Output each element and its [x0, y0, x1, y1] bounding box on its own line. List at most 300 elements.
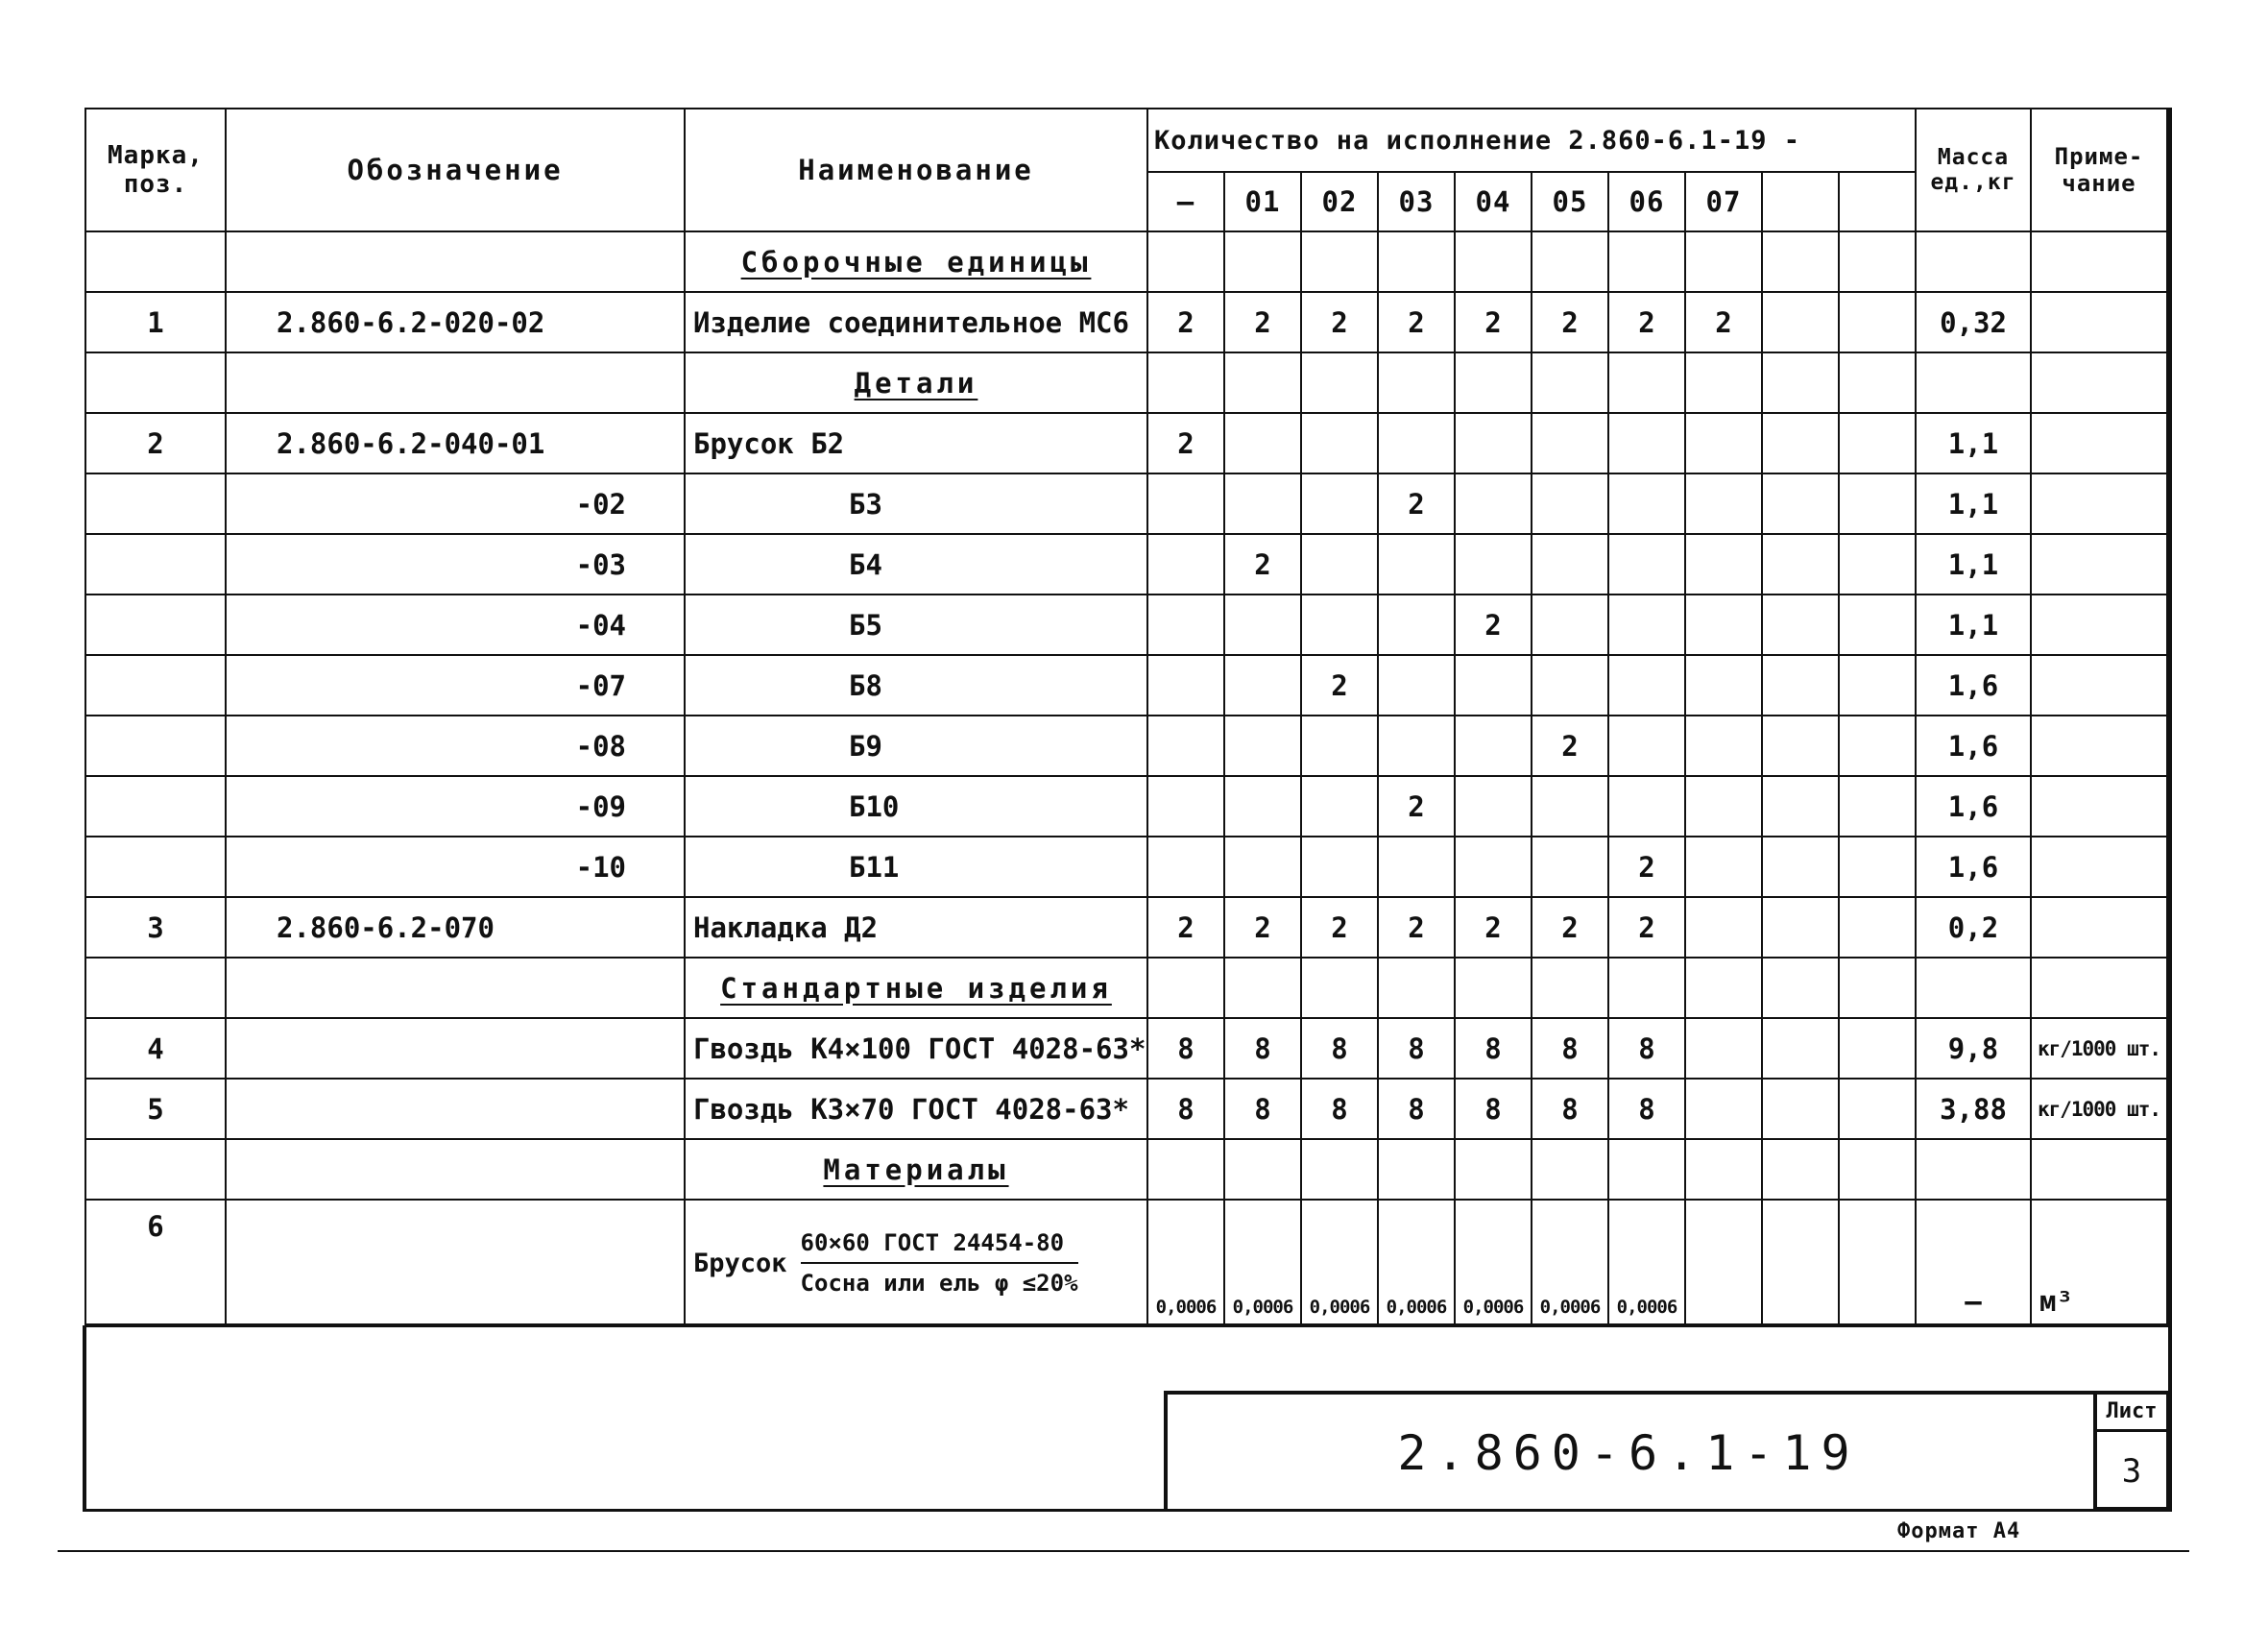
empty-cell — [1608, 1139, 1685, 1200]
empty-cell — [1916, 1139, 2031, 1200]
empty-cell — [1608, 231, 1685, 292]
quantity-cell: 2 — [1301, 897, 1378, 958]
quantity-cell: 8 — [1147, 1079, 1224, 1139]
mass-cell: 1,1 — [1916, 473, 2031, 534]
quantity-cell: 2 — [1455, 897, 1532, 958]
quantity-cell: 8 — [1224, 1018, 1301, 1079]
empty-cell — [1147, 958, 1224, 1018]
quantity-cell — [1685, 595, 1762, 655]
quantity-cell: 0,0006 — [1301, 1200, 1378, 1326]
quantity-cell — [1685, 473, 1762, 534]
quantity-cell — [1762, 292, 1839, 352]
quantity-cell: 2 — [1224, 534, 1301, 595]
pos-cell: 2 — [85, 413, 226, 473]
empty-cell — [1839, 958, 1916, 1018]
note-cell — [2031, 473, 2167, 534]
table-row — [85, 897, 2167, 958]
section-title-cell — [685, 958, 1147, 1018]
quantity-cell — [1608, 473, 1685, 534]
code-cell — [226, 1079, 685, 1139]
quantity-cell — [1224, 595, 1301, 655]
variant-header-3: 02 — [1301, 172, 1378, 231]
frame-left-line — [83, 1325, 86, 1512]
quantity-cell: 2 — [1147, 897, 1224, 958]
quantity-cell — [1762, 837, 1839, 897]
quantity-cell: 2 — [1532, 716, 1608, 776]
empty-cell — [2031, 958, 2167, 1018]
quantity-cell — [1839, 413, 1916, 473]
section-title: Материалы — [823, 1153, 1009, 1186]
name-cell: Гвоздь К4×100 ГОСТ 4028-63* — [685, 1018, 1147, 1079]
header-naimenovanie: Наименование — [685, 109, 1147, 231]
quantity-cell — [1608, 413, 1685, 473]
quantity-cell — [1378, 716, 1455, 776]
name-cell: Б3 — [685, 473, 1147, 534]
quantity-cell — [1762, 776, 1839, 837]
quantity-cell — [1685, 534, 1762, 595]
pos-cell — [85, 1139, 226, 1200]
quantity-cell — [1685, 655, 1762, 716]
quantity-cell — [1301, 534, 1378, 595]
empty-cell — [2031, 1139, 2167, 1200]
code-cell: -04 — [226, 595, 685, 655]
quantity-cell: 2 — [1147, 413, 1224, 473]
code-cell: -10 — [226, 837, 685, 897]
mass-cell: — — [1916, 1200, 2031, 1326]
note-cell: м³ — [2031, 1200, 2167, 1326]
quantity-cell — [1762, 897, 1839, 958]
empty-cell — [2031, 231, 2167, 292]
pos-cell — [85, 655, 226, 716]
quantity-cell — [1301, 473, 1378, 534]
empty-cell — [1147, 352, 1224, 413]
empty-cell — [1685, 231, 1762, 292]
quantity-cell — [1839, 292, 1916, 352]
code-cell — [226, 352, 685, 413]
quantity-cell — [1455, 534, 1532, 595]
quantity-cell — [1685, 1079, 1762, 1139]
empty-cell — [1378, 1139, 1455, 1200]
name-cell: Б10 — [685, 776, 1147, 837]
empty-cell — [1301, 352, 1378, 413]
code-cell: 2.860-6.2-040-01 — [226, 413, 685, 473]
quantity-cell: 8 — [1301, 1018, 1378, 1079]
note-cell: кг/1000 шт. — [2031, 1018, 2167, 1079]
quantity-cell: 0,0006 — [1147, 1200, 1224, 1326]
quantity-cell: 0,0006 — [1608, 1200, 1685, 1326]
quantity-cell — [1532, 595, 1608, 655]
note-cell: кг/1000 шт. — [2031, 1079, 2167, 1139]
quantity-cell — [1839, 595, 1916, 655]
quantity-cell — [1224, 413, 1301, 473]
mass-cell: 1,6 — [1916, 655, 2031, 716]
code-cell: -08 — [226, 716, 685, 776]
quantity-cell: 2 — [1608, 837, 1685, 897]
empty-cell — [1685, 352, 1762, 413]
empty-cell — [1147, 1139, 1224, 1200]
empty-cell — [1301, 1139, 1378, 1200]
quantity-cell — [1608, 534, 1685, 595]
mass-cell: 1,6 — [1916, 837, 2031, 897]
mass-cell: 3,88 — [1916, 1079, 2031, 1139]
quantity-cell — [1839, 716, 1916, 776]
empty-cell — [1224, 231, 1301, 292]
note-cell — [2031, 534, 2167, 595]
quantity-cell — [1455, 837, 1532, 897]
empty-cell — [1224, 958, 1301, 1018]
quantity-cell: 8 — [1608, 1079, 1685, 1139]
quantity-cell: 2 — [1532, 292, 1608, 352]
note-cell — [2031, 413, 2167, 473]
quantity-cell — [1378, 595, 1455, 655]
format-label: Формат А4 — [1897, 1519, 2021, 1543]
quantity-cell — [1378, 534, 1455, 595]
quantity-cell: 0,0006 — [1378, 1200, 1455, 1326]
note-cell — [2031, 292, 2167, 352]
quantity-cell: 0,0006 — [1455, 1200, 1532, 1326]
quantity-cell: 2 — [1608, 292, 1685, 352]
quantity-cell — [1378, 655, 1455, 716]
header-oboznachenie: Обозначение — [226, 109, 685, 231]
header-massa: Масса ед.,кг — [1916, 109, 2031, 231]
pos-cell — [85, 716, 226, 776]
empty-cell — [1762, 958, 1839, 1018]
quantity-cell — [1532, 776, 1608, 837]
note-cell — [2031, 716, 2167, 776]
material-spec — [801, 1224, 1078, 1302]
code-cell: -09 — [226, 776, 685, 837]
section-row — [85, 231, 2167, 292]
variant-header-4: 03 — [1378, 172, 1455, 231]
quantity-cell — [1455, 413, 1532, 473]
quantity-cell — [1762, 716, 1839, 776]
variant-header-10 — [1839, 172, 1916, 231]
quantity-cell: 2 — [1455, 292, 1532, 352]
quantity-cell — [1762, 1018, 1839, 1079]
section-row — [85, 352, 2167, 413]
quantity-cell — [1301, 837, 1378, 897]
specification-body — [85, 231, 2167, 1326]
section-row — [85, 958, 2167, 1018]
sheet-number: 3 — [2121, 1452, 2142, 1491]
code-cell: 2.860-6.2-020-02 — [226, 292, 685, 352]
pos-cell — [85, 352, 226, 413]
quantity-cell: 8 — [1455, 1079, 1532, 1139]
quantity-cell — [1608, 595, 1685, 655]
quantity-cell: 2 — [1608, 897, 1685, 958]
pos-cell — [85, 473, 226, 534]
material-row — [85, 1200, 2167, 1326]
quantity-cell — [1147, 837, 1224, 897]
empty-cell — [1685, 1139, 1762, 1200]
mass-cell: 1,6 — [1916, 716, 2031, 776]
code-cell: 2.860-6.2-070 — [226, 897, 685, 958]
mass-cell: 1,1 — [1916, 534, 2031, 595]
quantity-cell — [1147, 655, 1224, 716]
quantity-cell — [1147, 776, 1224, 837]
quantity-cell — [1147, 473, 1224, 534]
name-cell: Гвоздь К3×70 ГОСТ 4028-63* — [685, 1079, 1147, 1139]
quantity-cell — [1762, 595, 1839, 655]
quantity-cell — [1839, 837, 1916, 897]
section-title: Стандартные изделия — [720, 971, 1112, 1005]
header-primechanie: Приме-чание — [2031, 109, 2167, 231]
quantity-cell: 2 — [1532, 897, 1608, 958]
quantity-cell — [1532, 413, 1608, 473]
table-row — [85, 292, 2167, 352]
variant-header-1: — — [1147, 172, 1224, 231]
quantity-cell — [1762, 655, 1839, 716]
quantity-cell — [1685, 897, 1762, 958]
quantity-cell — [1455, 473, 1532, 534]
empty-cell — [1532, 958, 1608, 1018]
quantity-cell — [1147, 534, 1224, 595]
quantity-cell — [1532, 837, 1608, 897]
quantity-cell: 8 — [1301, 1079, 1378, 1139]
quantity-cell — [1532, 655, 1608, 716]
quantity-cell — [1147, 716, 1224, 776]
empty-cell — [1532, 352, 1608, 413]
quantity-cell — [1839, 1079, 1916, 1139]
empty-cell — [1147, 231, 1224, 292]
title-block — [1164, 1391, 2093, 1511]
pos-cell: 1 — [85, 292, 226, 352]
pos-cell: 3 — [85, 897, 226, 958]
quantity-cell — [1378, 413, 1455, 473]
quantity-cell — [1301, 595, 1378, 655]
quantity-cell — [1455, 716, 1532, 776]
quantity-cell: 2 — [1147, 292, 1224, 352]
note-cell — [2031, 655, 2167, 716]
empty-cell — [1916, 231, 2031, 292]
empty-cell — [1839, 1139, 1916, 1200]
empty-cell — [1224, 1139, 1301, 1200]
material-name-cell — [685, 1200, 1147, 1326]
table-row — [85, 716, 2167, 776]
quantity-cell — [1762, 413, 1839, 473]
header-kolichestvo: Количество на исполнение 2.860-6.1-19 - — [1147, 109, 1916, 172]
section-row — [85, 1139, 2167, 1200]
quantity-cell: 8 — [1378, 1079, 1455, 1139]
section-title-cell — [685, 1139, 1147, 1200]
quantity-cell — [1839, 776, 1916, 837]
quantity-cell — [1301, 413, 1378, 473]
quantity-cell: 2 — [1685, 292, 1762, 352]
name-cell: Б4 — [685, 534, 1147, 595]
mass-cell: 1,1 — [1916, 595, 2031, 655]
mass-cell: 0,32 — [1916, 292, 2031, 352]
quantity-cell — [1224, 837, 1301, 897]
empty-cell — [1378, 958, 1455, 1018]
specification-table — [84, 108, 2168, 1327]
pos-cell: 4 — [85, 1018, 226, 1079]
quantity-cell — [1301, 716, 1378, 776]
section-title: Сборочные единицы — [740, 245, 1092, 279]
table-row — [85, 595, 2167, 655]
quantity-cell — [1224, 655, 1301, 716]
sheet-label: Лист — [2097, 1395, 2166, 1432]
empty-cell — [1916, 352, 2031, 413]
quantity-cell — [1685, 1018, 1762, 1079]
code-cell — [226, 1200, 685, 1326]
quantity-cell: 2 — [1224, 292, 1301, 352]
table-row — [85, 413, 2167, 473]
table-bottom-line — [84, 1323, 2170, 1326]
quantity-cell — [1685, 837, 1762, 897]
quantity-cell: 8 — [1455, 1018, 1532, 1079]
quantity-cell: 0,0006 — [1224, 1200, 1301, 1326]
empty-cell — [1455, 1139, 1532, 1200]
empty-cell — [1455, 352, 1532, 413]
quantity-cell — [1224, 473, 1301, 534]
empty-cell — [1916, 958, 2031, 1018]
quantity-cell — [1839, 655, 1916, 716]
quantity-cell: 2 — [1224, 897, 1301, 958]
header-marka: Марка, поз. — [85, 109, 226, 231]
pos-cell — [85, 595, 226, 655]
pos-cell — [85, 958, 226, 1018]
empty-cell — [1608, 958, 1685, 1018]
pos-cell — [85, 837, 226, 897]
name-cell: Б5 — [685, 595, 1147, 655]
quantity-cell: 2 — [1378, 292, 1455, 352]
name-cell: Б8 — [685, 655, 1147, 716]
empty-cell — [1532, 231, 1608, 292]
quantity-cell: 8 — [1147, 1018, 1224, 1079]
mass-cell: 1,6 — [1916, 776, 2031, 837]
quantity-cell — [1685, 413, 1762, 473]
frame-bottom-line — [84, 1509, 2170, 1512]
empty-cell — [1762, 231, 1839, 292]
quantity-cell — [1685, 716, 1762, 776]
note-cell — [2031, 837, 2167, 897]
code-cell — [226, 231, 685, 292]
variant-header-9 — [1762, 172, 1839, 231]
empty-cell — [1455, 958, 1532, 1018]
variant-header-5: 04 — [1455, 172, 1532, 231]
quantity-cell: 2 — [1378, 776, 1455, 837]
quantity-cell: 8 — [1608, 1018, 1685, 1079]
code-cell: -02 — [226, 473, 685, 534]
quantity-cell — [1685, 776, 1762, 837]
code-cell — [226, 958, 685, 1018]
quantity-cell — [1455, 655, 1532, 716]
name-cell: Брусок Б2 — [685, 413, 1147, 473]
empty-cell — [1532, 1139, 1608, 1200]
quantity-cell — [1839, 897, 1916, 958]
quantity-cell: 2 — [1301, 655, 1378, 716]
section-title: Детали — [854, 366, 978, 400]
name-cell: Накладка Д2 — [685, 897, 1147, 958]
quantity-cell — [1608, 776, 1685, 837]
quantity-cell: 0,0006 — [1532, 1200, 1608, 1326]
sheet-number-box — [2093, 1391, 2170, 1511]
section-title-cell — [685, 231, 1147, 292]
empty-cell — [1762, 352, 1839, 413]
empty-cell — [1301, 231, 1378, 292]
empty-cell — [1378, 352, 1455, 413]
table-row — [85, 837, 2167, 897]
quantity-cell — [1608, 716, 1685, 776]
note-cell — [2031, 897, 2167, 958]
quantity-cell: 8 — [1378, 1018, 1455, 1079]
quantity-cell — [1532, 534, 1608, 595]
quantity-cell — [1685, 1200, 1762, 1326]
table-row — [85, 776, 2167, 837]
quantity-cell — [1147, 595, 1224, 655]
empty-cell — [1301, 958, 1378, 1018]
quantity-cell: 2 — [1301, 292, 1378, 352]
empty-cell — [1839, 231, 1916, 292]
empty-cell — [1839, 352, 1916, 413]
quantity-cell — [1455, 776, 1532, 837]
material-spec-line: Сосна или ель φ ≤20% — [800, 1270, 1078, 1297]
table-row — [85, 473, 2167, 534]
code-cell: -07 — [226, 655, 685, 716]
frame-right-line — [2168, 108, 2172, 1512]
variant-header-6: 05 — [1532, 172, 1608, 231]
note-cell — [2031, 595, 2167, 655]
document-code: 2.860-6.1-19 — [1397, 1424, 1860, 1481]
quantity-cell: 2 — [1378, 473, 1455, 534]
quantity-cell — [1839, 473, 1916, 534]
empty-cell — [1685, 958, 1762, 1018]
pos-cell: 6 — [85, 1200, 226, 1326]
name-cell: Изделие соединительное МС6 — [685, 292, 1147, 352]
quantity-cell — [1762, 473, 1839, 534]
section-title-cell — [685, 352, 1147, 413]
variant-header-8: 07 — [1685, 172, 1762, 231]
quantity-cell — [1301, 776, 1378, 837]
pos-cell: 5 — [85, 1079, 226, 1139]
mass-cell: 0,2 — [1916, 897, 2031, 958]
mass-cell: 9,8 — [1916, 1018, 2031, 1079]
material-label: Брусок — [693, 1248, 787, 1278]
quantity-cell: 8 — [1532, 1079, 1608, 1139]
variant-header-2: 01 — [1224, 172, 1301, 231]
quantity-cell: 8 — [1224, 1079, 1301, 1139]
pos-cell — [85, 776, 226, 837]
pos-cell — [85, 231, 226, 292]
quantity-cell — [1762, 534, 1839, 595]
note-cell — [2031, 776, 2167, 837]
name-cell: Б9 — [685, 716, 1147, 776]
quantity-cell — [1532, 473, 1608, 534]
empty-cell — [1762, 1139, 1839, 1200]
table-row — [85, 1079, 2167, 1139]
quantity-cell — [1839, 1018, 1916, 1079]
variant-header-7: 06 — [1608, 172, 1685, 231]
name-cell: Б11 — [685, 837, 1147, 897]
quantity-cell: 2 — [1378, 897, 1455, 958]
frame-lower-edge — [58, 1550, 2189, 1552]
table-row — [85, 534, 2167, 595]
mass-cell: 1,1 — [1916, 413, 2031, 473]
code-cell — [226, 1018, 685, 1079]
quantity-cell — [1378, 837, 1455, 897]
material-spec-line: 60×60 ГОСТ 24454-80 — [801, 1224, 1078, 1264]
quantity-cell: 8 — [1532, 1018, 1608, 1079]
quantity-cell — [1839, 1200, 1916, 1326]
quantity-cell — [1762, 1200, 1839, 1326]
empty-cell — [1224, 352, 1301, 413]
quantity-cell — [1762, 1079, 1839, 1139]
table-row — [85, 655, 2167, 716]
pos-cell — [85, 534, 226, 595]
quantity-cell — [1224, 776, 1301, 837]
quantity-cell — [1224, 716, 1301, 776]
code-cell — [226, 1139, 685, 1200]
